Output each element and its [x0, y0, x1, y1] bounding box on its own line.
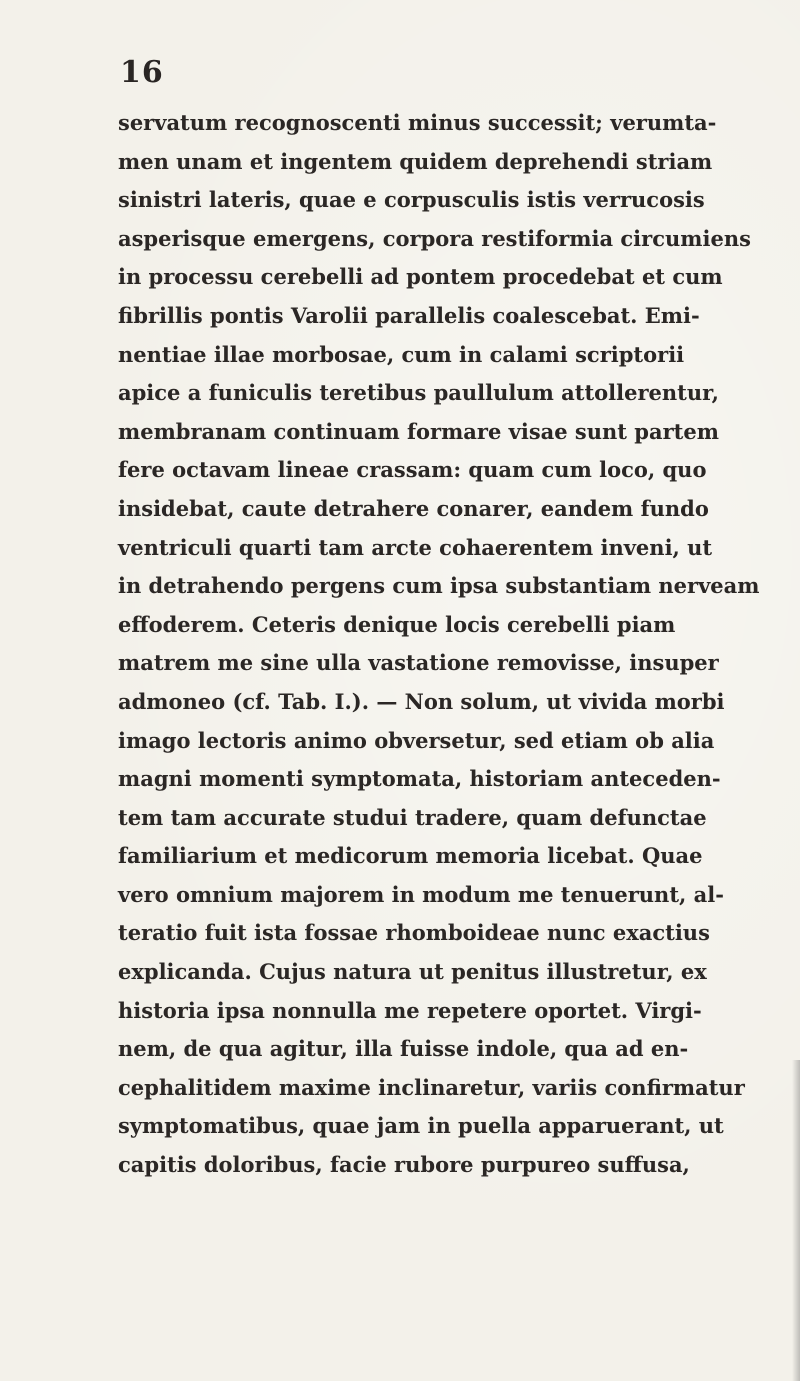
text-line: men unam et ingentem quidem deprehendi striam — [118, 148, 713, 174]
text-line: cephalitidem maxime inclinaretur, variis confirmatur — [118, 1074, 745, 1100]
text-line: tem tam accurate studui tradere, quam defunctae — [118, 804, 707, 830]
text-line: symptomatibus, quae jam in puella apparuerant, ut — [118, 1113, 724, 1139]
text-line: familiarium et medicorum memoria licebat. Quae — [118, 843, 703, 869]
text-line: nentiae illae morbosae, cum in calami scriptorii — [118, 341, 685, 367]
text-line: asperisque emergens, corpora restiformia circumiens — [118, 225, 751, 251]
text-line: matrem me sine ulla vastatione removisse, insuper — [118, 650, 719, 676]
page-edge-shadow — [792, 1060, 800, 1381]
text-line: magni momenti symptomata, historiam anteceden- — [118, 766, 721, 792]
text-line: ventriculi quarti tam arcte cohaerentem inveni, ut — [118, 534, 713, 560]
text-line: membranam continuam formare visae sunt partem — [118, 418, 719, 444]
text-line: vero omnium majorem in modum me tenuerunt, al- — [118, 881, 724, 907]
text-line: servatum recognoscenti minus successit; verumta- — [118, 110, 717, 135]
text-line: nem, de qua agitur, illa fuisse indole, qua ad en- — [118, 1036, 689, 1062]
text-line: in processu cerebelli ad pontem procedebat et cum — [118, 264, 723, 290]
text-line: fere octavam lineae crassam: quam cum loco, quo — [118, 457, 707, 483]
text-line: sinistri lateris, quae e corpusculis istis verrucosis — [118, 187, 705, 213]
page-number: 16 — [120, 55, 164, 90]
text-line: effoderem. Ceteris denique locis cerebelli piam — [118, 611, 676, 637]
text-line: insidebat, caute detrahere conarer, eandem fundo — [118, 495, 709, 521]
text-line: explicanda. Cujus natura ut penitus illustretur, ex — [118, 959, 707, 985]
text-line: apice a funiculis teretibus paullulum attollerentur, — [118, 380, 719, 406]
text-line: capitis doloribus, facie rubore purpureo suffusa, — [118, 1152, 690, 1178]
text-line: fibrillis pontis Varolii parallelis coalescebat. Emi- — [118, 302, 700, 328]
text-line: imago lectoris animo obversetur, sed etiam ob alia — [118, 727, 715, 753]
text-line: in detrahendo pergens cum ipsa substantiam nerveam — [118, 573, 760, 599]
body-text — [118, 104, 800, 1185]
text-line: historia ipsa nonnulla me repetere oportet. Virgi- — [118, 997, 702, 1023]
text-line: admoneo (cf. Tab. I.). — Non solum, ut vivida morbi — [118, 688, 725, 714]
text-line: teratio fuit ista fossae rhomboideae nunc exactius — [118, 920, 710, 946]
